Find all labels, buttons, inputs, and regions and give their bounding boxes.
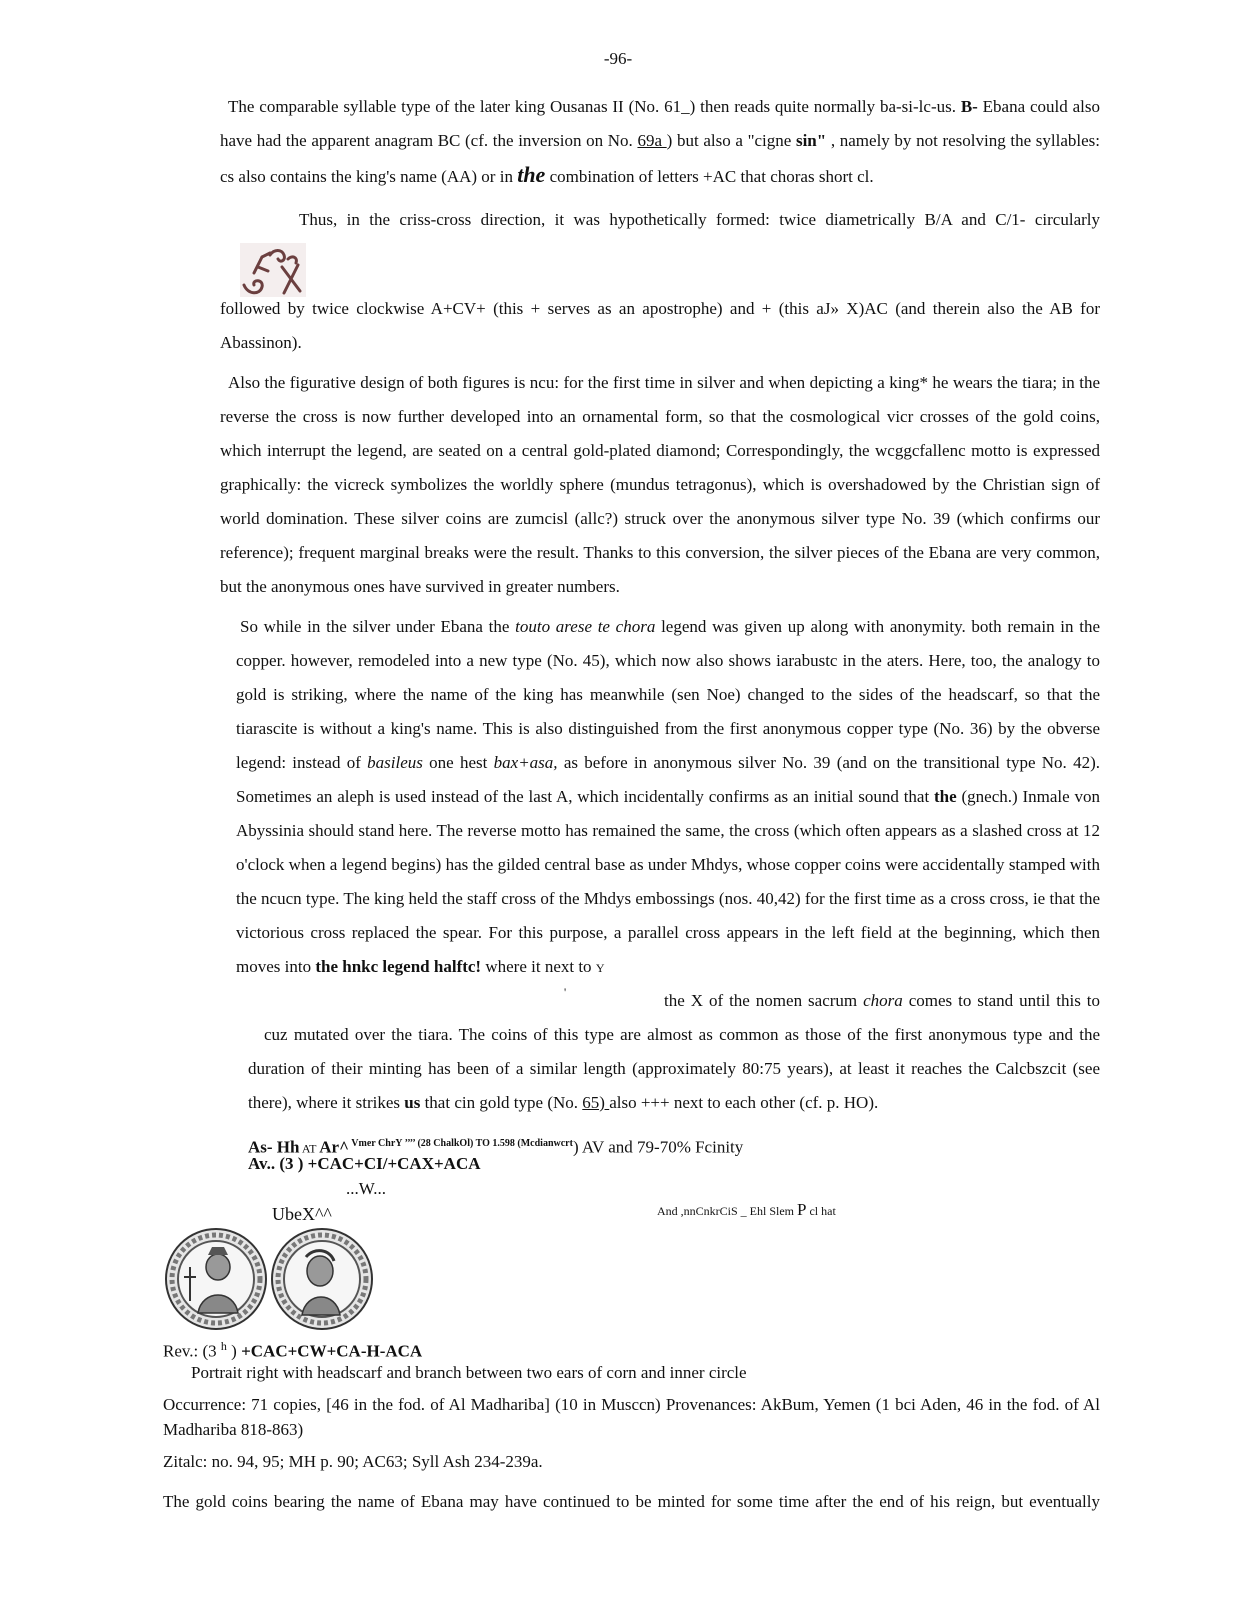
reverse-description: Portrait right with headscarf and branch between two ears of corn and inner circle [191, 1363, 747, 1382]
paragraph-5-line-1: the X of the nomen sacrum chora comes to stand until this to [664, 991, 1100, 1010]
entry-side-note: And ,nnCnkrCiS _ Ehl Slem P cl hat [657, 1200, 836, 1219]
page-number: -96- [603, 49, 633, 68]
closing-paragraph: The gold coins bearing the name of Ebana may have continued to be minted for some time after the end of his reign, but eventually [163, 1492, 1100, 1511]
reverse-coin-image [272, 1229, 372, 1329]
reverse-legend: Rev.: (3 $^h$ ) +CAC+CW+CA-H-ACA [163, 1339, 423, 1361]
paragraph-2-line-1: Thus, in the criss-cross direction, it was hypothetically formed: twice diametrically B/A and C/1- circularly [299, 210, 1100, 229]
reference-link[interactable]: 69a [637, 131, 667, 150]
paragraph-4: So while in the silver under Ebana the touto arese te chora legend was given up along with anonymity. both remain in the copper. however, remodeled into a new type (No. 45), which now also shows iarabustc in the aters. Here, too, the analogy to gold is striking, where the name of the king has meanwhile (sen Noe) changed to the sides of the headscarf, so that the tiarascite is without a king's name. This is also distinguished from the first anonymous copper type (No. 36) by the obverse legend: instead of basileus one hest bax+asa, as before in anonymous silver No. 39 (and on the transitional type No. 42). Sometimes an aleph is used instead of the last A, which incidentally confirms as an initial sound that the (gnech.) Inmale von Abyssinia should stand here. The reverse motto has remained the same, the cross (which often appears as a slashed cross at 12 o'clock when a legend begins) has the gilded central base as under Mhdys, whose copper coins were accidentally stamped with the ncucn type. The king held the staff cross of the Mhdys embossings (nos. 40,42) for the first time as a cross cross, ie that the victorious cross replaced the spear. For this purpose, a parallel cross appears in the left field at the beginning, which then moves into the hnkc legend halftc! where it next to Y [236, 617, 1100, 976]
obverse-coin-image [166, 1229, 266, 1329]
reference-link[interactable]: 65) [582, 1093, 610, 1112]
glyph-figure-image [240, 243, 306, 297]
legend-fragment: ...W... [346, 1179, 386, 1198]
stray-mark: ' [564, 985, 567, 999]
paragraph-5-line-3: duration of their minting has been of a similar length (approximately 80:75 years), at least it reaches the Calcbszcit (see [248, 1059, 1100, 1078]
paragraph-2-rest: followed by twice clockwise A+CV+ (this + serves as an apostrophe) and + (this aJ» X)AC (and therein also the AB for Abassinon). [220, 299, 1100, 352]
coin-photo-image [164, 1227, 374, 1331]
citations-note: Zitalc: no. 94, 95; MH p. 90; AC63; Syll Ash 234-239a. [163, 1452, 543, 1471]
legend-fragment-2: UbeX^^ [272, 1204, 332, 1224]
obverse-legend: Av.. (3 ) +CAC+CI/+CAX+ACA [248, 1154, 481, 1173]
paragraph-5-line-4: there), where it strikes us that cin gold type (No. 65) also +++ next to each other (cf. p. HO). [248, 1093, 879, 1112]
paragraph-5-line-2: cuz mutated over the tiara. The coins of this type are almost as common as those of the first anonymous type and the [264, 1025, 1100, 1044]
entry-heading: As- Hh AT Ar^ $^{Vmer ChrY ’’’’ (28 ChalkOl) TO 1.598 (Mcdianwcrt}$) AV and 79-70% Fcinity [248, 1137, 744, 1157]
paragraph-1: The comparable syllable type of the later king Ousanas II (No. 61_) then reads quite normally ba-si-lc-us. B- Ebana could also have had the apparent anagram BC (cf. the inversion on No. 69a ) but also a "cigne sin" , namely by not resolving the syllables: cs also contains the king's name (AA) or in the combination of letters +AC that choras short cl. [220, 97, 1101, 187]
occurrence-note: Occurrence: 71 copies, [46 in the fod. of Al Madhariba] (10 in Musccn) Provenances: AkBum, Yemen (1 bci Aden, 46 in the fod. of Al Madhariba 818-863) [163, 1395, 1100, 1439]
paragraph-3: Also the figurative design of both figures is ncu: for the first time in silver and when depicting a king* he wears the tiara; in the reverse the cross is now further developed into an ornamental form, so that the cosmological vicr crosses of the gold coins, which interrupt the legend, are seated on a central gold-plated diamond; Correspondingly, the wcggcfallenc motto is expressed graphically: the vicreck symbolizes the worldly sphere (mundus tetragonus), which is overshadowed by the Christian sign of world domination. These silver coins are zumcisl (allc?) struck over the anonymous silver type No. 39 (which confirms our reference); frequent marginal breaks were the result. Thanks to this conversion, the silver pieces of the Ebana are very common, but the anonymous ones have survived in greater numbers. [220, 373, 1100, 596]
